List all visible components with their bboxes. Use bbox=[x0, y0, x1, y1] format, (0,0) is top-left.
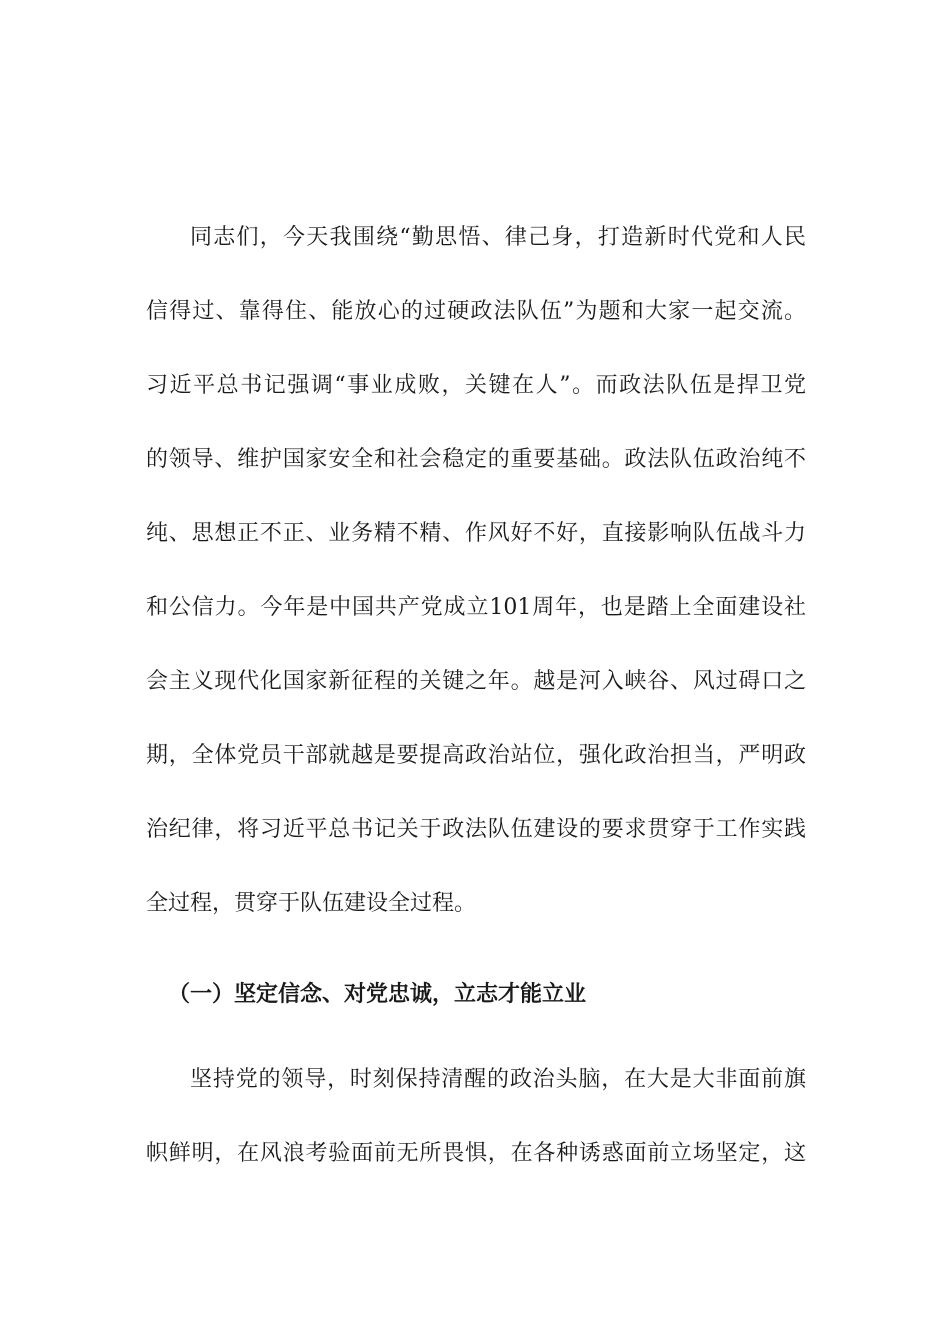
paragraph-line: 治纪律，将习近平总书记关于政法队伍建设的要求贯穿于工作实践 bbox=[146, 817, 806, 842]
paragraph-line: 纯、思想正不正、业务精不精、作风好不好，直接影响队伍战斗力 bbox=[146, 521, 806, 546]
paragraph-line: 会主义现代化国家新征程的关键之年。越是河入峡谷、风过碍口之 bbox=[146, 669, 806, 694]
paragraph-line: 信得过、靠得住、能放心的过硬政法队伍”为题和大家一起交流。 bbox=[146, 299, 806, 324]
paragraph-line: 的领导、维护国家安全和社会稳定的重要基础。政法队伍政治纯不 bbox=[146, 447, 806, 472]
section-heading: （一）坚定信念、对党忠诚，立志才能立业 bbox=[168, 981, 587, 1007]
paragraph-line: 和公信力。今年是中国共产党成立101周年，也是踏上全面建设社 bbox=[146, 595, 806, 620]
paragraph-line: 期，全体党员干部就越是要提高政治站位，强化政治担当，严明政 bbox=[146, 743, 806, 768]
paragraph-line: 习近平总书记强调“事业成败，关键在人”。而政法队伍是捍卫党 bbox=[146, 373, 806, 398]
paragraph-line: 坚持党的领导，时刻保持清醒的政治头脑，在大是大非面前旗 bbox=[190, 1067, 806, 1092]
paragraph-line: 全过程，贯穿于队伍建设全过程。 bbox=[146, 891, 477, 916]
paragraph-line: 帜鲜明，在风浪考验面前无所畏惧，在各种诱惑面前立场坚定，这 bbox=[146, 1141, 806, 1166]
paragraph-line: 同志们，今天我围绕“勤思悟、律己身，打造新时代党和人民 bbox=[190, 225, 806, 250]
